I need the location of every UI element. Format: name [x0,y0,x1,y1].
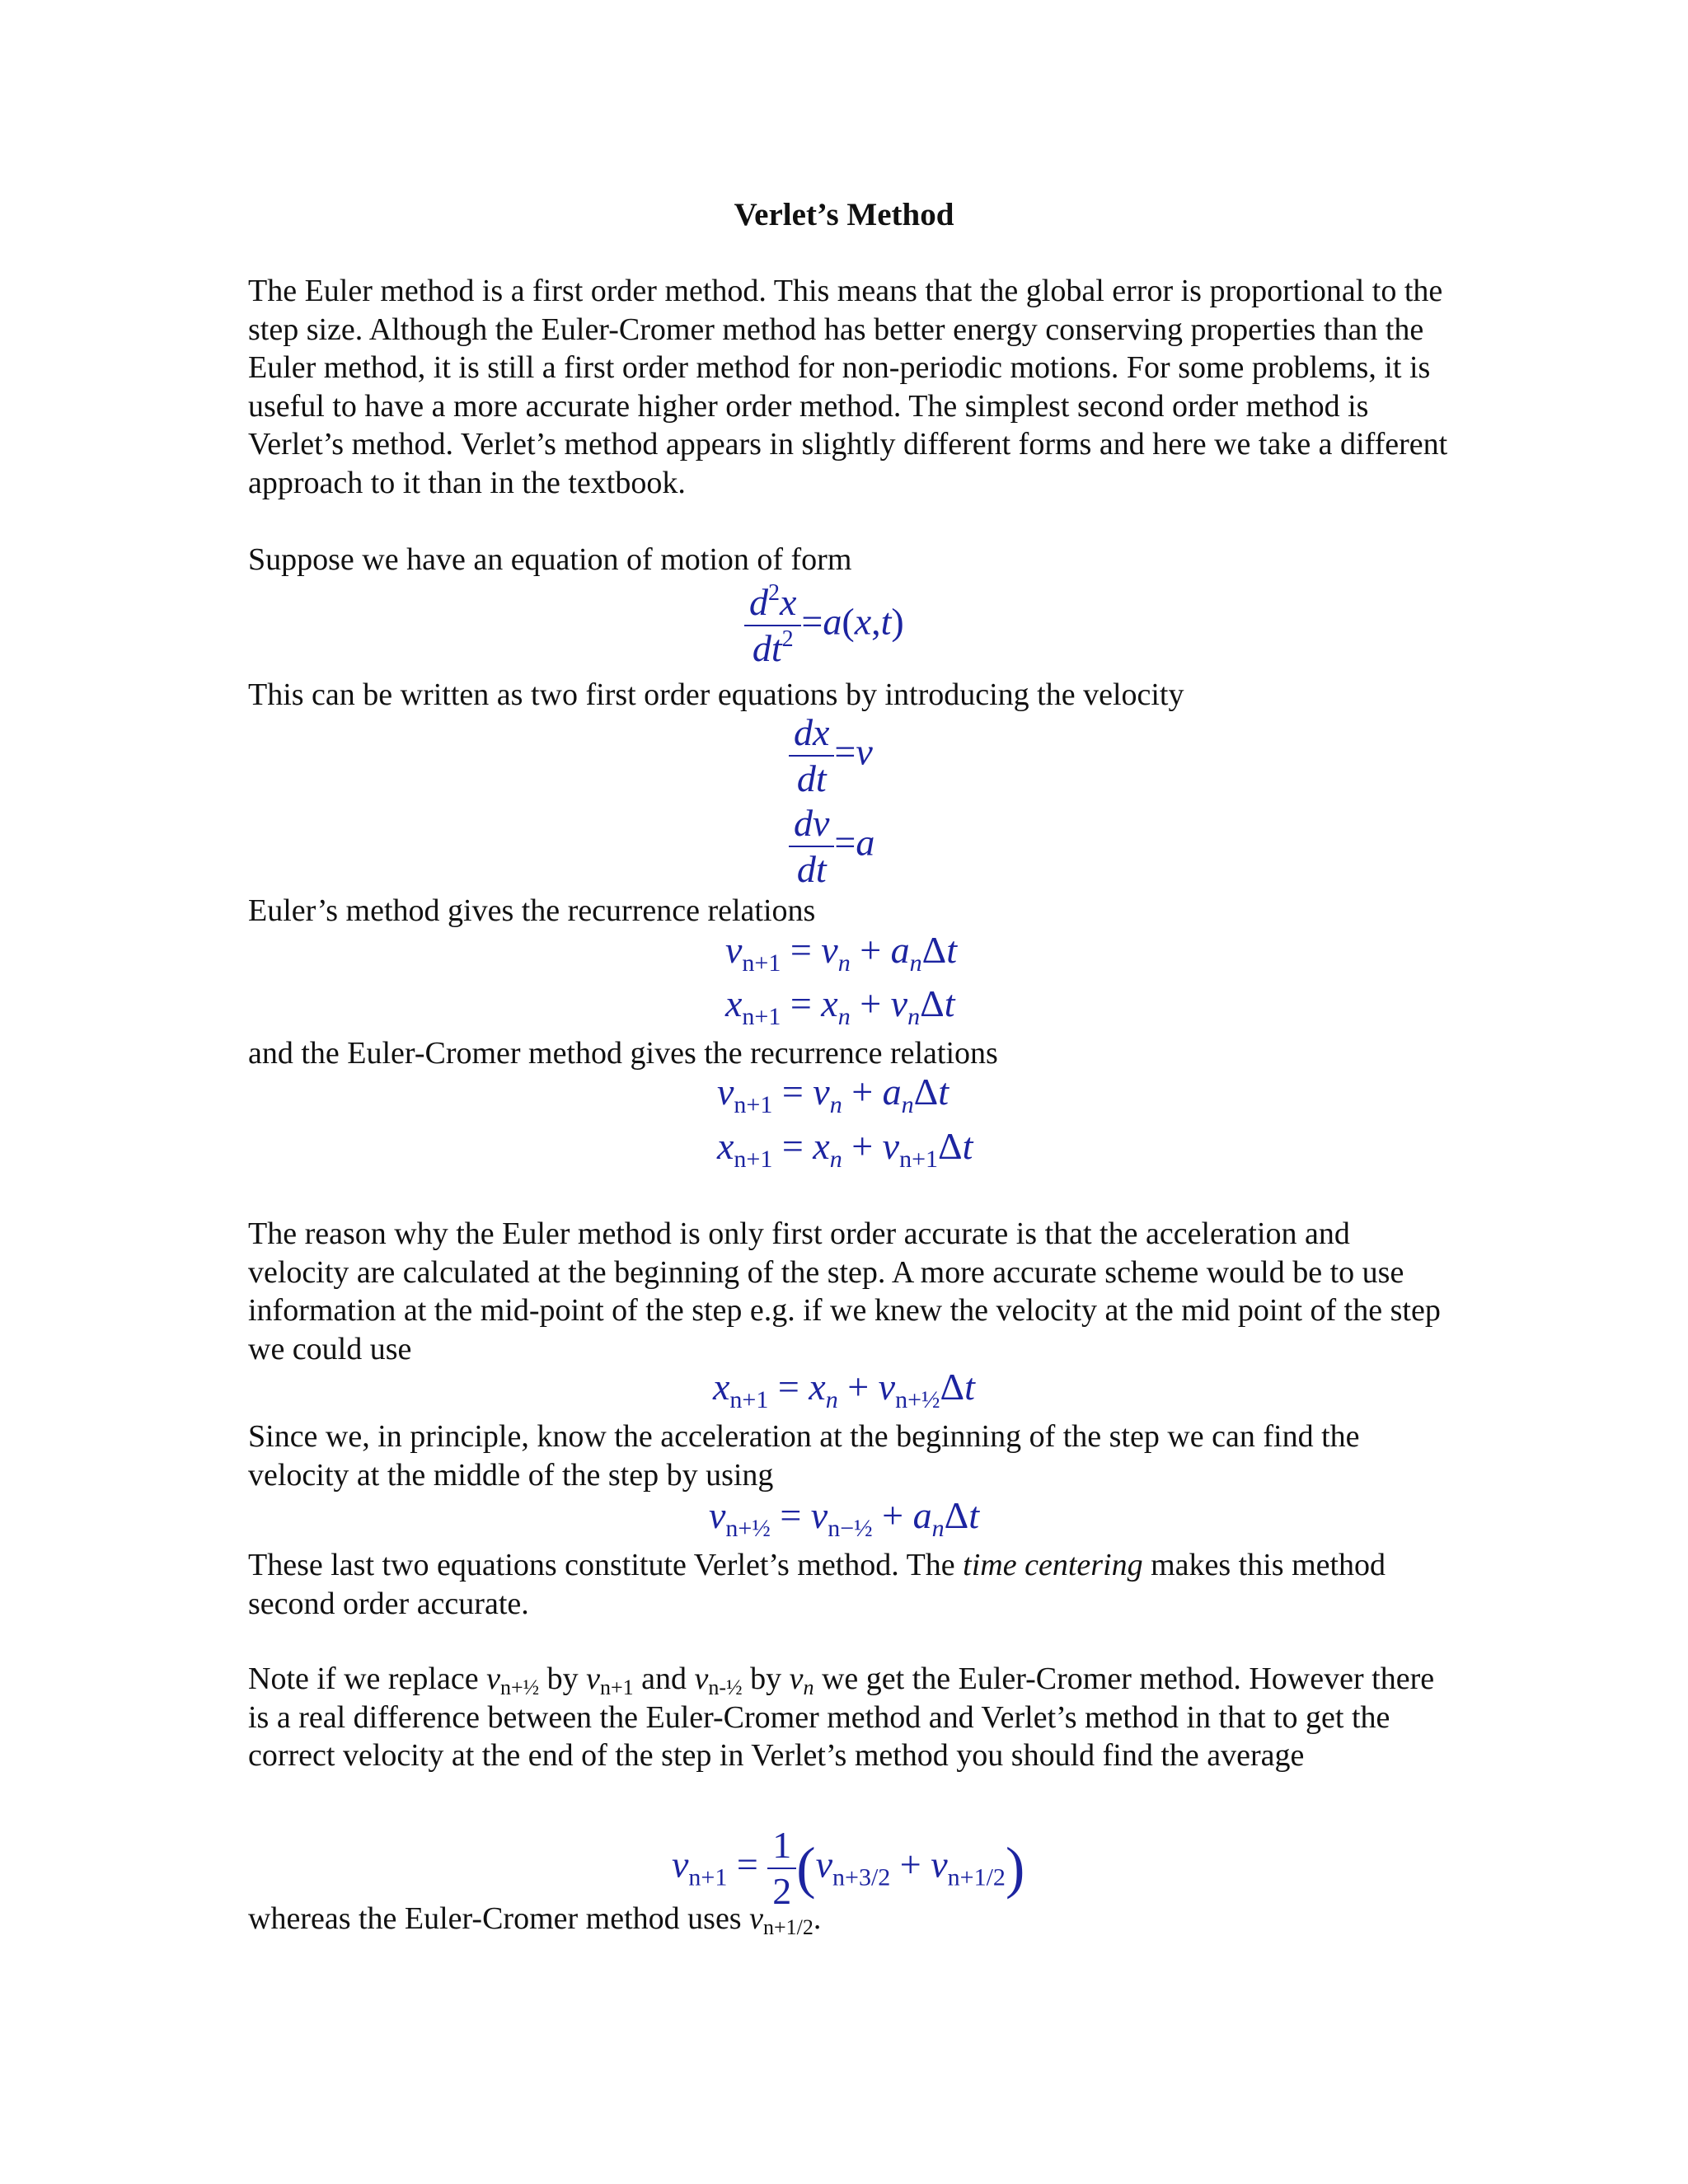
euler-cromer-velocity-equation: $v_{n+1} = v_n + a_n\Delta t$ [717,1071,950,1118]
page-title: Verlet’s Method [734,197,954,232]
midpoint-position-equation: $x_{n+1} = x_n + v_{n+\frac{1}{2}}\Delta t$ [713,1366,975,1413]
euler-intro: Euler’s method gives the recurrence relations [248,893,816,928]
euler-position-equation: $x_{n+1} = x_n + v_n\Delta t$ [725,982,955,1030]
first-order-intro: This can be written as two first order equations by introducing the velocity [248,677,1184,712]
midpoint-velocity-intro: Since we, in principle, know the acceleration at the beginning of the step we can find the velocity at the middle of the step by using [248,1419,1360,1493]
midpoint-paragraph: The reason why the Euler method is only first order accurate is that the acceleration and velocity are calculated at the beginning of the step. A more accurate scheme would be to use information at the mid-point of the step e.g. if we knew the velocity at the mid point of the step we could use [248,1216,1441,1366]
midpoint-velocity-equation: $v_{n+\frac{1}{2}} = v_{n-\frac{1}{2}} + a_n\Delta t$ [709,1494,979,1542]
equation-dv-dt: $\frac{dv}{dt}$ =a [789,804,874,888]
comparison-paragraph: Note if we replace $v_{n+\frac{1}{2}}$ by $v_{n+1}$ and $v_{n-\frac{1}{2}}$ by $v_n$ we get the Euler-Cromer method. However there is a real difference between the Euler-Cromer method and Verlet’s method in that to get the correct velocity at the end of the step in Verlet’s method you should find the average [248,1661,1435,1773]
time-centering-term: time centering [963,1548,1143,1582]
euler-velocity-equation: $v_{n+1} = v_n + a_n\Delta t$ [725,929,958,977]
average-velocity-equation: $v_{n+1}$ = $\frac{1}{2}$ $(v_{n+3/2} + v_{n+1/2})$ [672,1824,1025,1912]
intro-paragraph: The Euler method is a first order method. This means that the global error is proportional to the step size. Although the Euler-Cromer method has better energy conserving properties than the Euler method, it is still a first order method for non-periodic motions. For some problems, it is useful to have a more accurate higher order method. The simplest second order method is Verlet’s method. Verlet’s method appears in slightly different forms and here we take a different approach to it than in the textbook. [248,274,1448,500]
closing-paragraph: whereas the Euler-Cromer method uses $v_{n+1/2}$. [248,1901,822,1939]
equation-dx-dt: $\frac{dx}{dt}$ =v [789,714,873,798]
verlet-summary-paragraph: These last two equations constitute Verlet’s method. The time centering makes this method second order accurate. [248,1548,1386,1621]
euler-cromer-position-equation: $x_{n+1} = x_n + v_{n+1}\Delta t$ [717,1125,973,1173]
euler-cromer-intro: and the Euler-Cromer method gives the recurrence relations [248,1036,998,1071]
equation-second-order: $\frac{d^2x}{dt^2}$ =a(x,t) [744,583,904,668]
equation-of-motion-intro: Suppose we have an equation of motion of form [248,542,852,577]
